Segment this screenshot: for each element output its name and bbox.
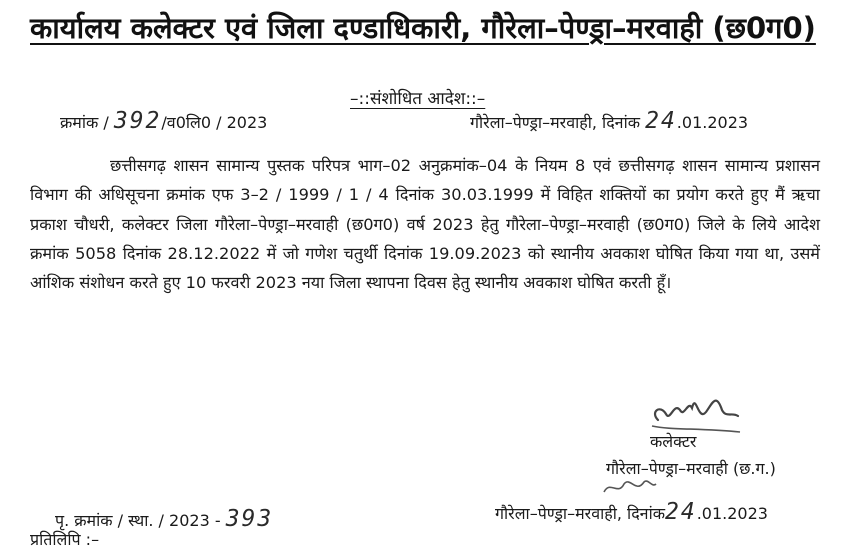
endorsement-ref-prefix: पृ. क्रमांक / स्था. / 2023 - bbox=[55, 511, 221, 530]
order-ref-prefix: क्रमांक / bbox=[60, 113, 109, 132]
order-body-paragraph: छत्तीसगढ़ शासन सामान्य पुस्तक परिपत्र भाग–02 अनुक्रमांक–04 के नियम 8 एवं छत्तीसगढ़ शासन सामान्य प्रशासन विभाग की अधिसूचना क्रमांक एफ 3–2 / 1999 / 1 / 4 दिनांक 30.03.1999 में विहित शक्तियों का प्रयोग करते हुए मैं ऋचा प्रकाश चौधरी, कलेक्टर जिला गौरेला–पेण्ड्रा–मरवाही (छ0ग0) वर्ष 2023 हेतु गौरेला–पेण्ड्रा–मरवाही (छ0ग0) जिले के लिये आदेश क्रमांक 5058 दिनांक 28.12.2022 में जो गणेश चतुर्थी दिनांक 19.09.2023 को स्थानीय अवकाश घोषित किया गया था, उसमें आंशिक संशोधन करते हुए 10 फरवरी 2023 नया जिला स्थापना दिवस हेतु स्थानीय अवकाश घोषित करती हूँ। bbox=[30, 156, 820, 293]
endorsement-date-rest: .01.2023 bbox=[696, 504, 768, 523]
office-title: कार्यालय कलेक्टर एवं जिला दण्डाधिकारी, गौरेला–पेण्ड्रा–मरवाही (छ0ग0) bbox=[30, 11, 816, 45]
order-heading: –::संशोधित आदेश::– bbox=[350, 89, 486, 109]
endorsement-place-prefix: गौरेला–पेण्ड्रा–मरवाही, दिनांक bbox=[495, 504, 665, 523]
endorsement-date-day: 24 bbox=[665, 499, 697, 525]
order-reference bbox=[60, 108, 267, 134]
signatory-place: गौरेला–पेण्ड्रा–मरवाही (छ.ग.) bbox=[606, 459, 776, 478]
order-place-prefix: गौरेला–पेण्ड्रा–मरवाही, दिनांक bbox=[470, 113, 640, 132]
order-ref-number: 392 bbox=[113, 108, 162, 134]
endorsement-ref-number: 393 bbox=[225, 506, 274, 532]
order-place-date bbox=[470, 108, 748, 134]
order-ref-suffix: /व0लि0 / 2023 bbox=[161, 113, 268, 132]
signatory-designation: कलेक्टर bbox=[650, 432, 697, 451]
order-date-rest: .01.2023 bbox=[676, 113, 749, 132]
order-date-day: 24 bbox=[645, 108, 677, 134]
initial-scribble bbox=[600, 470, 660, 500]
copy-to-label: प्रतिलिपि :– bbox=[30, 530, 100, 549]
endorsement-place-date bbox=[495, 499, 768, 525]
